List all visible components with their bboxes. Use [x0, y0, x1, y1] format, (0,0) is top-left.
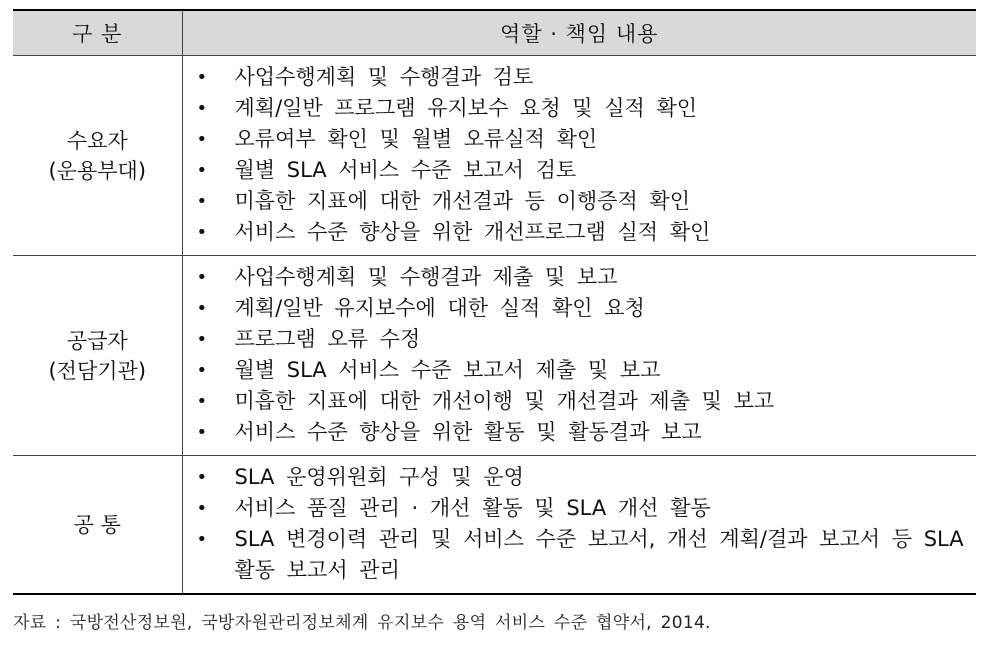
bullet-icon: • — [196, 67, 208, 88]
header-category: 구 분 — [13, 10, 182, 56]
bullet-icon: • — [196, 391, 208, 412]
bullet-icon: • — [196, 191, 208, 212]
source-note: 자료 : 국방전산정보원, 국방자원관리정보체계 유지보수 용역 서비스 수준 협약서, 2014. — [13, 613, 711, 633]
list-item — [183, 93, 977, 124]
list-item — [183, 462, 977, 493]
list-item — [183, 186, 977, 217]
row-label — [13, 256, 182, 456]
bullet-list — [183, 462, 977, 586]
item-text: 서비스 수준 향상을 위한 개선프로그램 실적 확인 — [234, 220, 711, 244]
list-item — [183, 324, 977, 355]
item-text: 서비스 수준 향상을 위한 활동 및 활동결과 보고 — [234, 420, 702, 444]
item-text: 서비스 품질 관리 · 개선 활동 및 SLA 개선 활동 — [234, 496, 711, 520]
table-header-row — [13, 10, 976, 56]
item-text: 미흡한 지표에 대한 개선결과 등 이행증적 확인 — [234, 189, 690, 213]
bullet-list — [183, 62, 977, 248]
table-row-common — [13, 456, 976, 595]
item-text: 미흡한 지표에 대한 개선이행 및 개선결과 제출 및 보고 — [234, 389, 775, 413]
list-item — [183, 355, 977, 386]
list-item — [183, 386, 977, 417]
row-label-line1: 수요자 — [66, 128, 128, 153]
item-text: 계획/일반 프로그램 유지보수 요청 및 실적 확인 — [234, 96, 698, 120]
list-item — [183, 493, 977, 524]
list-item — [183, 524, 977, 586]
bullet-icon: • — [196, 529, 208, 550]
list-item — [183, 417, 977, 448]
bullet-icon: • — [196, 498, 208, 519]
bullet-icon: • — [196, 98, 208, 119]
header-roles: 역할 · 책임 내용 — [182, 10, 976, 56]
table-row-demander — [13, 56, 976, 256]
row-label-line1: 공 통 — [73, 512, 121, 537]
row-items — [182, 56, 976, 256]
bullet-icon: • — [196, 267, 208, 288]
list-item — [183, 155, 977, 186]
item-text: 사업수행계획 및 수행결과 검토 — [234, 65, 534, 89]
item-text: 계획/일반 유지보수에 대한 실적 확인 요청 — [234, 296, 645, 320]
list-item — [183, 124, 977, 155]
list-item — [183, 217, 977, 248]
bullet-icon: • — [196, 360, 208, 381]
item-text: 오류여부 확인 및 월별 오류실적 확인 — [234, 127, 598, 151]
bullet-icon: • — [196, 160, 208, 181]
table-row-supplier — [13, 256, 976, 456]
bullet-icon: • — [196, 422, 208, 443]
item-text: 사업수행계획 및 수행결과 제출 및 보고 — [234, 265, 618, 289]
row-items — [182, 256, 976, 456]
bullet-icon: • — [196, 467, 208, 488]
row-label — [13, 56, 182, 256]
row-label-line1: 공급자 — [66, 328, 128, 353]
bullet-icon: • — [196, 129, 208, 150]
row-label-line2: (전담기관) — [48, 358, 147, 383]
item-text: SLA 변경이력 관리 및 서비스 수준 보고서, 개선 계획/결과 보고서 등 SLA 활동 보고서 관리 — [234, 527, 964, 582]
row-label-line2: (운용부대) — [48, 158, 147, 183]
item-text: 월별 SLA 서비스 수준 보고서 검토 — [234, 158, 577, 182]
list-item — [183, 62, 977, 93]
list-item — [183, 293, 977, 324]
roles-table — [13, 9, 976, 595]
list-item — [183, 262, 977, 293]
bullet-list — [183, 262, 977, 448]
item-text: 월별 SLA 서비스 수준 보고서 제출 및 보고 — [234, 358, 661, 382]
item-text: 프로그램 오류 수정 — [234, 327, 421, 351]
row-label — [13, 456, 182, 595]
bullet-icon: • — [196, 222, 208, 243]
bullet-icon: • — [196, 329, 208, 350]
row-items — [182, 456, 976, 595]
bullet-icon: • — [196, 298, 208, 319]
item-text: SLA 운영위원회 구성 및 운영 — [234, 465, 524, 489]
